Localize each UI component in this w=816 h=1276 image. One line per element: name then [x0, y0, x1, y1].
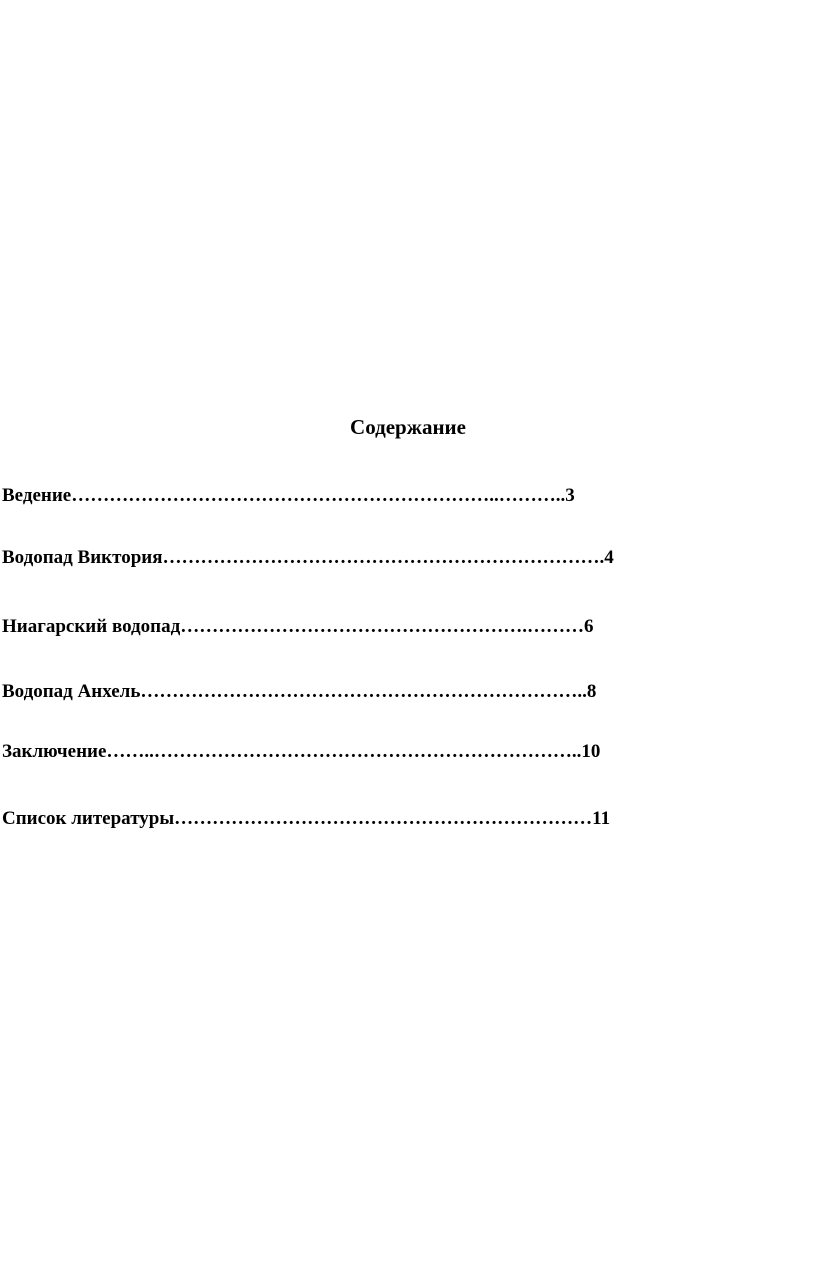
toc-entry-bibliography: Список литературы…………………………………………………………11 — [2, 808, 611, 829]
toc-entry-angel-falls: Водопад Анхель……………………………………………………………..8 — [2, 681, 597, 702]
toc-entry-introduction: Ведение…………………………………………………………..………..3 — [2, 485, 575, 506]
toc-entry-niagara-falls: Ниагарский водопад……………………………………………….………6 — [2, 616, 594, 637]
toc-entry-conclusion: Заключение……..…………………………………………………………..10 — [2, 741, 601, 762]
toc-entry-victoria-falls: Водопад Виктория…………………………………………………………….4 — [2, 547, 614, 568]
toc-title: Содержание — [350, 415, 466, 439]
